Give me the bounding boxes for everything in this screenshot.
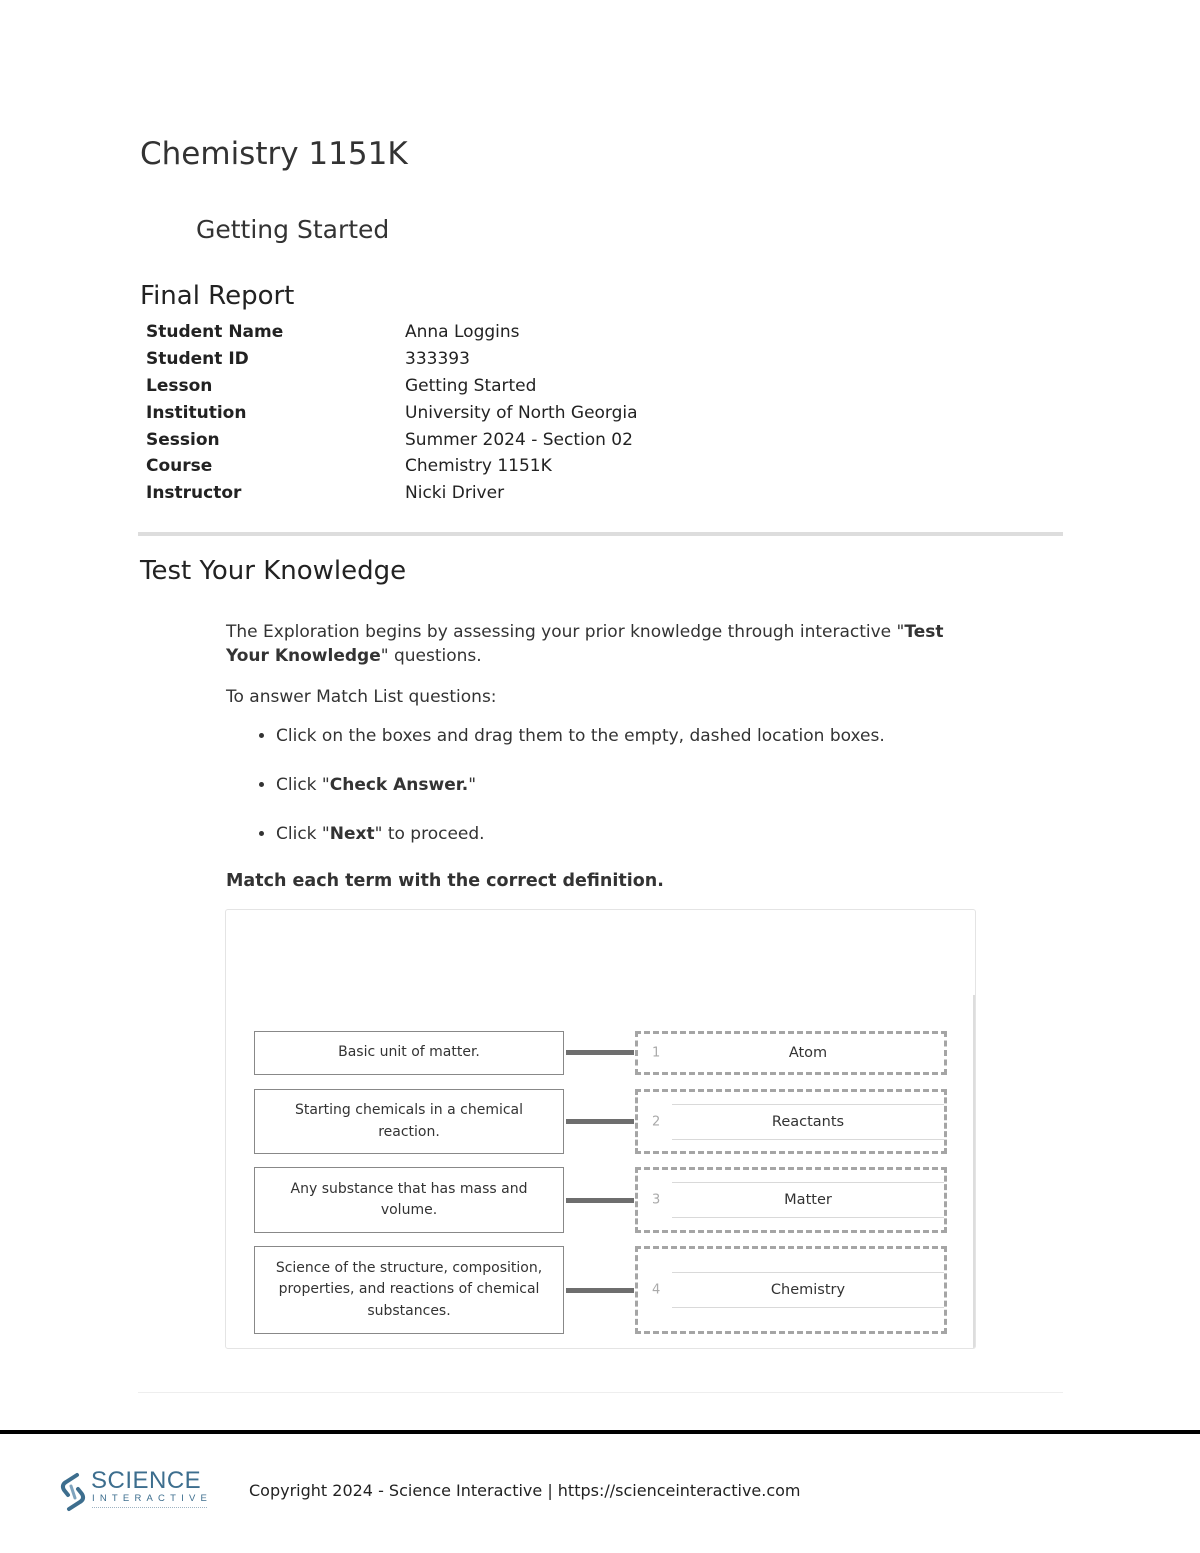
info-row-student-id — [146, 346, 638, 373]
definition-box[interactable]: Science of the structure, composition, properties, and reactions of chemical substances. — [254, 1246, 564, 1334]
logo-text-interactive: INTERACTIVE — [92, 1493, 213, 1504]
drop-slot[interactable] — [635, 1246, 947, 1334]
info-value: Summer 2024 - Section 02 — [405, 429, 633, 450]
info-label: Session — [146, 429, 220, 450]
intro-bold: Test Your Knowledge — [226, 622, 944, 666]
question-prompt: Match each term with the correct definition. — [226, 871, 664, 891]
instruction-item — [276, 822, 885, 846]
howto-text: To answer Match List questions: — [226, 687, 497, 707]
footer-divider — [0, 1430, 1200, 1434]
info-row-instructor — [146, 480, 638, 507]
slot-number: 1 — [652, 1045, 661, 1061]
info-row-institution — [146, 399, 638, 426]
definition-box[interactable]: Basic unit of matter. — [254, 1031, 564, 1075]
info-value: Chemistry 1151K — [405, 456, 552, 477]
instruction-list — [226, 724, 885, 871]
info-value: 333393 — [405, 349, 470, 370]
step-bold: Next — [329, 824, 375, 844]
intro-paragraph — [226, 620, 986, 668]
slot-number: 3 — [652, 1192, 661, 1208]
test-your-knowledge-heading: Test Your Knowledge — [140, 556, 407, 586]
info-value: Anna Loggins — [405, 322, 520, 343]
term-label[interactable]: Reactants — [672, 1104, 944, 1140]
panel-edge — [973, 995, 975, 1349]
step-text-end: " to proceed. — [374, 824, 485, 844]
intro-text: The Exploration begins by assessing your prior knowledge through interactive " — [226, 622, 905, 642]
footer-copyright: Copyright 2024 - Science Interactive | https://scienceinteractive.com — [249, 1481, 801, 1500]
match-connector — [566, 1198, 634, 1203]
info-value: Nicki Driver — [405, 483, 505, 504]
match-connector — [566, 1288, 634, 1293]
step-bold: Check Answer. — [329, 775, 469, 795]
info-value: Getting Started — [405, 375, 537, 396]
definition-box[interactable]: Any substance that has mass and volume. — [254, 1167, 564, 1233]
course-title: Chemistry 1151K — [140, 136, 408, 172]
info-row-course — [146, 453, 638, 480]
info-label: Student ID — [146, 349, 249, 370]
step-text: Click " — [276, 775, 330, 795]
info-label: Student Name — [146, 322, 284, 343]
info-label: Institution — [146, 402, 247, 423]
info-row-session — [146, 426, 638, 453]
match-connector — [566, 1050, 634, 1055]
logo-text-science: SCIENCE — [91, 1467, 202, 1494]
intro-text-end: " questions. — [380, 646, 482, 666]
definition-box[interactable]: Starting chemicals in a chemical reaction. — [254, 1089, 564, 1154]
term-label[interactable]: Chemistry — [672, 1272, 944, 1308]
term-label[interactable]: Atom — [788, 1045, 828, 1061]
info-row-lesson — [146, 373, 638, 400]
info-label: Instructor — [146, 483, 242, 504]
match-connector — [566, 1119, 634, 1124]
info-label: Lesson — [146, 375, 213, 396]
instruction-item — [276, 724, 885, 748]
drop-slot[interactable] — [635, 1089, 947, 1154]
instruction-item — [276, 773, 885, 797]
info-label: Course — [146, 456, 213, 477]
info-row-student-name — [146, 319, 638, 346]
lesson-title: Getting Started — [196, 215, 390, 244]
content-end-divider — [138, 1392, 1063, 1393]
drop-slot[interactable] — [635, 1167, 947, 1233]
logo-mark-icon — [58, 1472, 88, 1512]
section-divider — [138, 532, 1063, 536]
science-interactive-logo — [58, 1467, 213, 1514]
drop-slot[interactable] — [635, 1031, 947, 1075]
final-report-heading: Final Report — [140, 281, 295, 311]
step-text: Click on the boxes and drag them to the empty, dashed location boxes. — [276, 726, 885, 746]
step-text-end: " — [468, 775, 477, 795]
slot-number: 4 — [652, 1282, 661, 1298]
step-text: Click " — [276, 824, 330, 844]
slot-number: 2 — [652, 1114, 661, 1129]
logo-tagline-mark — [92, 1507, 207, 1511]
info-value: University of North Georgia — [405, 402, 638, 423]
report-info-table — [146, 319, 638, 507]
term-label[interactable]: Matter — [672, 1182, 944, 1218]
